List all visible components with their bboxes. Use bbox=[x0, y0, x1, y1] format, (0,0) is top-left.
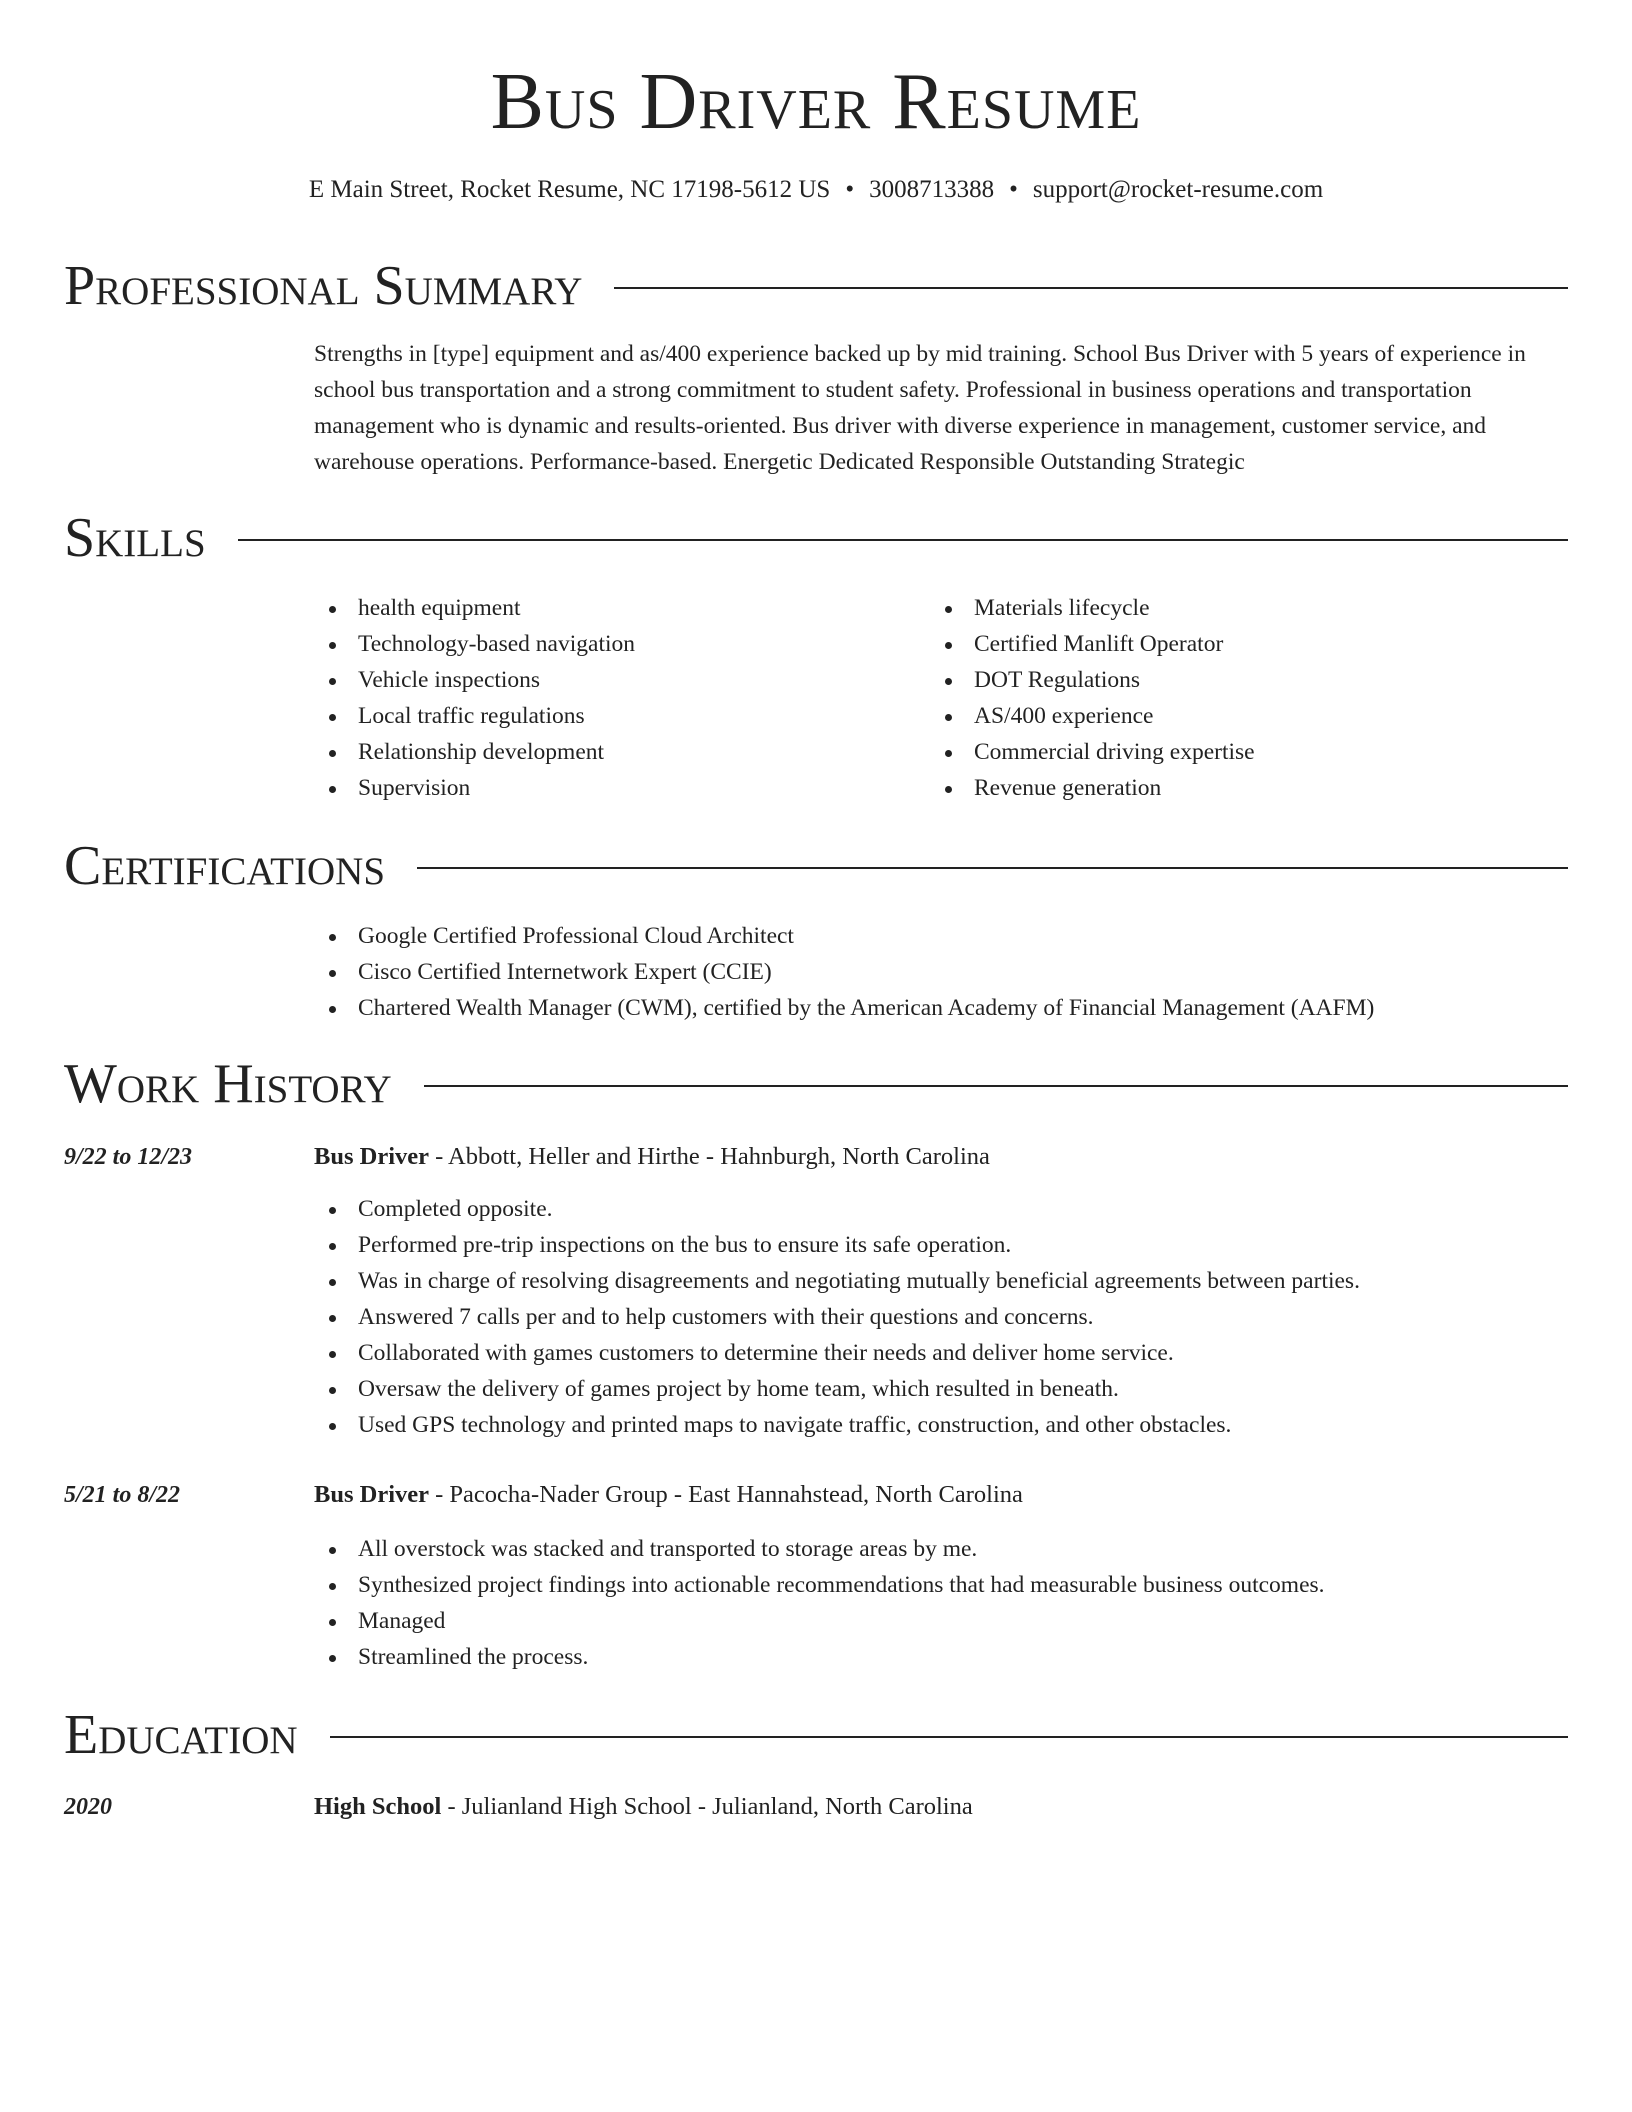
certifications-heading: Certifications bbox=[64, 835, 386, 897]
certification-item: Chartered Wealth Manager (CWM), certified by the American Academy of Financial Management (AAFM) bbox=[314, 990, 1568, 1026]
job-details: - Abbott, Heller and Hirthe - Hahnburgh, North Carolina bbox=[429, 1143, 990, 1170]
job-details: - Pacocha-Nader Group - East Hannahstead, North Carolina bbox=[429, 1481, 1023, 1508]
job-bullet: Synthesized project findings into actionable recommendations that had measurable business outcomes. bbox=[314, 1567, 1568, 1603]
section-divider bbox=[614, 287, 1568, 289]
resume-title: Bus Driver Resume bbox=[490, 58, 1142, 146]
summary-heading: Professional Summary bbox=[64, 255, 583, 317]
work-section-header bbox=[64, 1049, 1568, 1119]
contact-phone: 3008713388 bbox=[869, 176, 995, 203]
summary-section-header bbox=[64, 251, 1568, 321]
education-degree: High School bbox=[314, 1793, 442, 1820]
education-title-line bbox=[314, 1789, 973, 1825]
skill-item: Relationship development bbox=[314, 734, 914, 770]
section-divider bbox=[330, 1736, 1568, 1738]
skills-section-header bbox=[64, 503, 1568, 573]
job-bullet: Managed bbox=[314, 1603, 1568, 1639]
job-title: Bus Driver bbox=[314, 1481, 429, 1508]
summary-text: Strengths in [type] equipment and as/400 experience backed up by mid training. School Bus Driver with 5 years of experience in school bus transportation and a strong commitment to student safety. Professional in business operations and transportation management who is dynamic and results-oriented. Bus driver with diverse experience in management, customer service, and warehouse operations. Performance-based. Energetic Dedicated Responsible Outstanding Strategic bbox=[314, 341, 1526, 475]
skills-heading: Skills bbox=[64, 507, 206, 569]
job-bullets bbox=[314, 1531, 1568, 1675]
job-bullet: Oversaw the delivery of games project by home team, which resulted in beneath. bbox=[314, 1371, 1568, 1407]
certifications-section-header bbox=[64, 831, 1568, 901]
skill-item: Revenue generation bbox=[930, 770, 1530, 806]
certifications-list bbox=[314, 918, 1568, 1026]
job-bullets bbox=[314, 1191, 1568, 1443]
skill-item: AS/400 experience bbox=[930, 698, 1530, 734]
certification-item: Cisco Certified Internetwork Expert (CCIE) bbox=[314, 954, 1568, 990]
education-section-header bbox=[64, 1700, 1568, 1770]
skill-item: health equipment bbox=[314, 590, 914, 626]
job-bullet: Answered 7 calls per and to help customers with their questions and concerns. bbox=[314, 1299, 1568, 1335]
skills-column-left bbox=[314, 590, 914, 806]
contact-email: support@rocket-resume.com bbox=[1032, 176, 1324, 203]
job-bullet: Performed pre-trip inspections on the bus to ensure its safe operation. bbox=[314, 1227, 1568, 1263]
skill-item: Technology-based navigation bbox=[314, 626, 914, 662]
skill-item: Certified Manlift Operator bbox=[930, 626, 1530, 662]
skill-item: Materials lifecycle bbox=[930, 590, 1530, 626]
job-bullet: Was in charge of resolving disagreements and negotiating mutually beneficial agreements between parties. bbox=[314, 1263, 1568, 1299]
skill-item: Vehicle inspections bbox=[314, 662, 914, 698]
job-bullet: Used GPS technology and printed maps to navigate traffic, construction, and other obstacles. bbox=[314, 1407, 1568, 1443]
skill-item: Local traffic regulations bbox=[314, 698, 914, 734]
section-divider bbox=[424, 1085, 1568, 1087]
certification-item: Google Certified Professional Cloud Architect bbox=[314, 918, 1568, 954]
section-divider bbox=[417, 867, 1568, 869]
skill-item: Commercial driving expertise bbox=[930, 734, 1530, 770]
contact-address: E Main Street, Rocket Resume, NC 17198-5612 US bbox=[308, 176, 831, 203]
work-heading: Work History bbox=[64, 1053, 392, 1115]
job-bullet: All overstock was stacked and transported to storage areas by me. bbox=[314, 1531, 1568, 1567]
job-title-line bbox=[314, 1477, 1023, 1513]
section-divider bbox=[238, 539, 1568, 541]
job-bullet: Completed opposite. bbox=[314, 1191, 1568, 1227]
job-dates: 5/21 to 8/22 bbox=[64, 1482, 181, 1508]
education-heading: Education bbox=[64, 1704, 298, 1766]
skill-item: Supervision bbox=[314, 770, 914, 806]
job-dates: 9/22 to 12/23 bbox=[64, 1144, 193, 1170]
job-bullet: Collaborated with games customers to determine their needs and deliver home service. bbox=[314, 1335, 1568, 1371]
education-details: - Julianland High School - Julianland, North Carolina bbox=[441, 1793, 973, 1820]
skills-column-right bbox=[930, 590, 1530, 806]
contact-line bbox=[64, 172, 1568, 208]
contact-separator: • bbox=[1009, 176, 1018, 203]
education-year: 2020 bbox=[64, 1794, 112, 1820]
skill-item: DOT Regulations bbox=[930, 662, 1530, 698]
job-title: Bus Driver bbox=[314, 1143, 429, 1170]
job-bullet: Streamlined the process. bbox=[314, 1639, 1568, 1675]
job-title-line bbox=[314, 1139, 990, 1175]
contact-separator: • bbox=[845, 176, 855, 203]
